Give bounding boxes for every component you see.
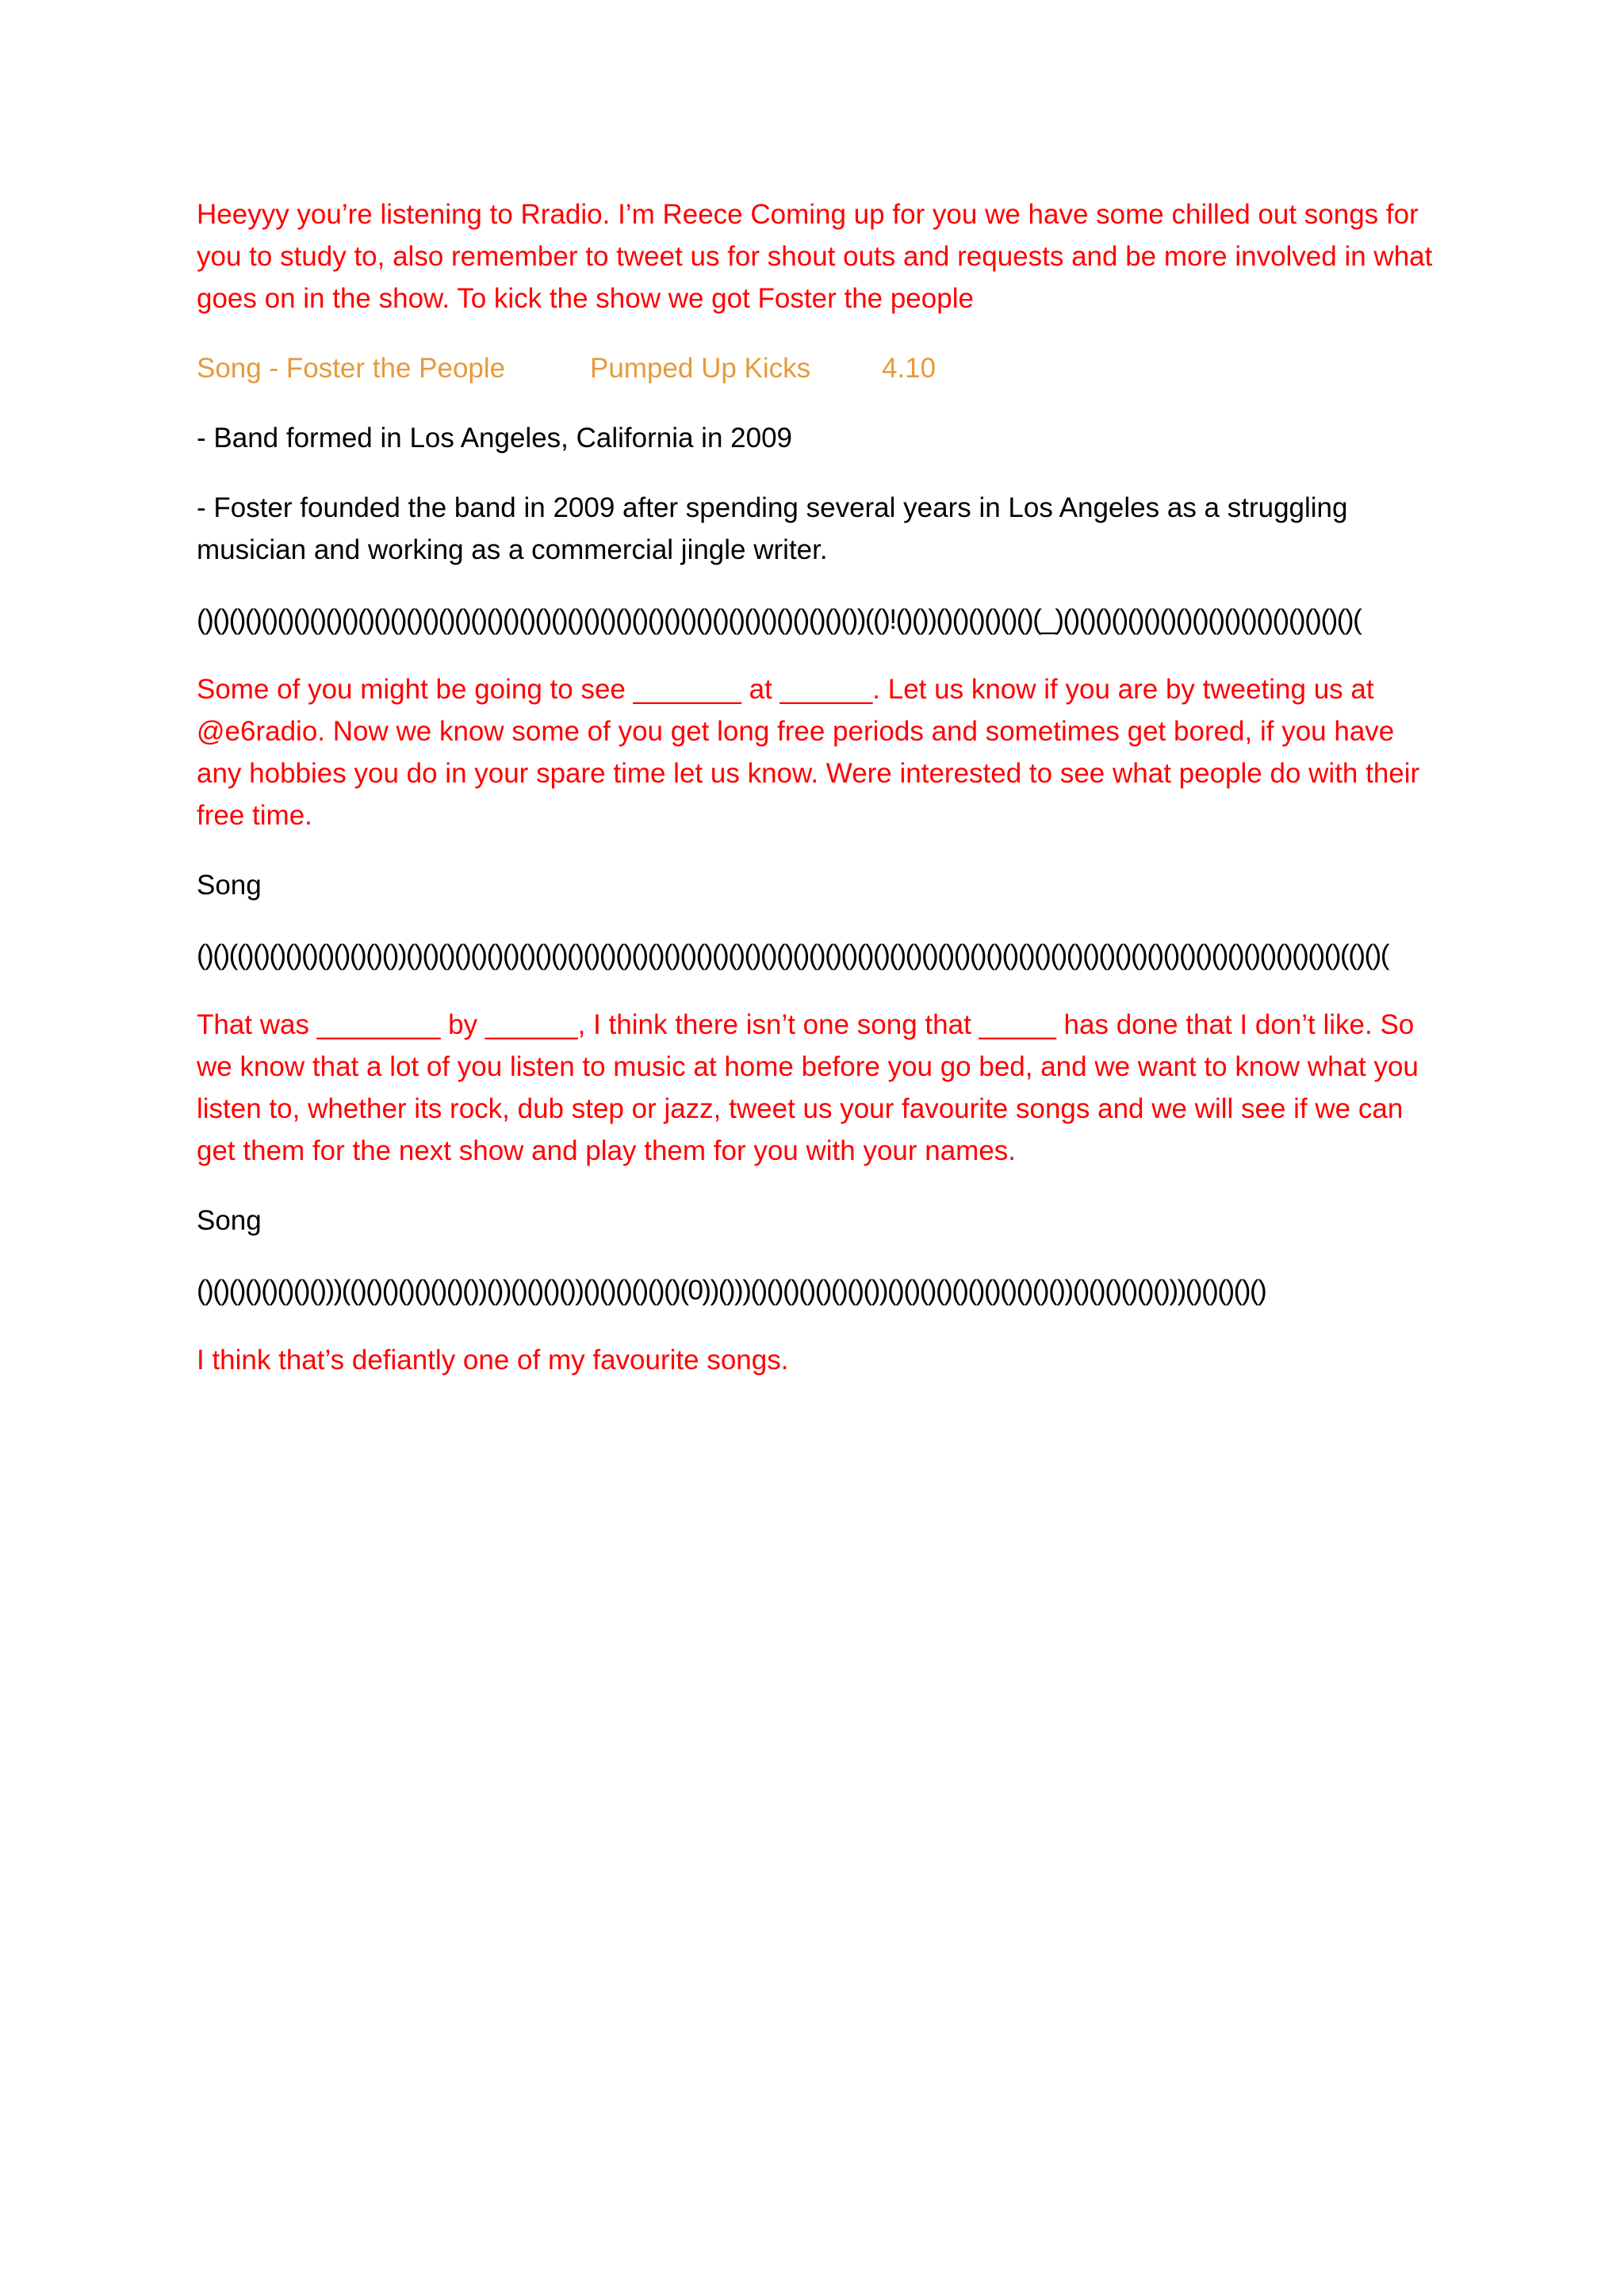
script-body [197,193,1434,1409]
separator-line-1: ()()()()()()()()()()()()()()()()()()()()()()()()()()()()()()()()()()()()()()()()())(()!()())()()()()()()(_)()()()()()()()()()()()()()()()()()()( [197,604,1362,635]
band-fact-1: - Band formed in Los Angeles, California in 2009 [197,423,793,453]
song-artist: Song - Foster the People [197,353,506,384]
song-duration: 4.10 [882,353,936,384]
song-title: Pumped Up Kicks [590,353,811,384]
song-label-2: Song [197,1205,262,1236]
segment-2-paragraph: Some of you might be going to see _______ at ______. Let us know if you are by tweeting us at @e6radio. Now we know some of you get long free periods and sometimes get bored, if you have any hobbies you do in your spare time let us know. Were interested to see what people do with their free time. [197,674,1420,831]
segment-3-paragraph: That was ________ by ______, I think there isn’t one song that _____ has done that I don’t like. So we know that a lot of you listen to music at home before you go bed, and we want to know what you listen to, whether its rock, dub step or jazz, tweet us your favourite songs and we will see if we can get them for the next show and play them for you with your names. [197,1009,1419,1166]
closing-paragraph: I think that’s defiantly one of my favourite songs. [197,1345,789,1376]
intro-paragraph: Heeyyy you’re listening to Rradio. I’m Reece Coming up for you we have some chilled out songs for you to study to, also remember to tweet us for shout outs and requests and be more involved in what goes on in the show. To kick the show we got Foster the people [197,199,1433,314]
separator-line-3: ()()()()()()()()))(()()()()()()()())())()()()())()()()()()()(0))()))()()()()()()()())()()()()()()()()()()())()()()()()()))()()()()() [197,1275,1266,1306]
separator-line-2: ()()(()()()()()()()()()())()()()()()()()()()()()()()()()()()()()()()()()()()()()()()()()()()()()()()()()()()()()()()()()()()()()()()()()()()()(()()( [197,939,1388,970]
band-fact-2: - Foster founded the band in 2009 after spending several years in Los Angeles as a struggling musician and working as a commercial jingle writer. [197,492,1348,565]
song-info-line [197,347,1434,389]
song-label-1: Song [197,870,262,901]
